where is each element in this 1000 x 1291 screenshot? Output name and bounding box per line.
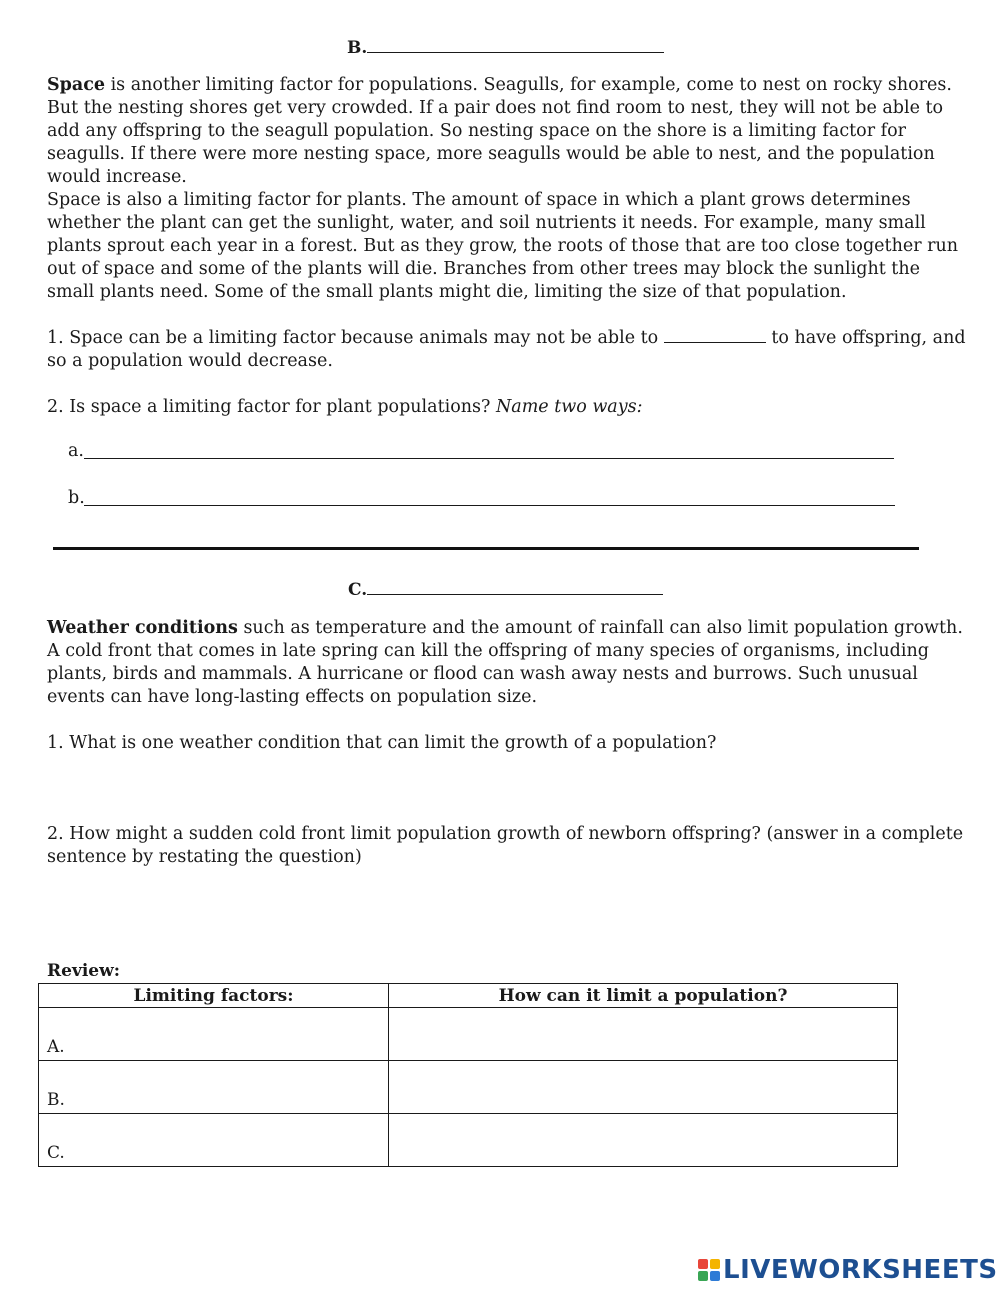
question-b1 [47,327,967,373]
question-b1-text-start: 1. Space can be a limiting factor because animals may not be able to [47,328,664,348]
review-row-b-answer[interactable] [389,1061,898,1114]
weather-paragraph-text: such as temperature and the amount of rainfall can also limit population growth. A cold front that comes in late spring can kill the offspring of many species of organisms, including plants, birds and mammals. A hurricane or flood can wash away nests and burrows. Such unusual events can have long-lasting effects on population size. [47,618,963,707]
logo-square [710,1259,720,1269]
review-row-a-answer[interactable] [389,1008,898,1061]
answer-b-label: b. [68,488,85,508]
review-title: Review: [47,961,121,981]
question-c1: 1. What is one weather condition that can limit the growth of a population? [47,733,717,753]
space-paragraph-text: is another limiting factor for populations. Seagulls, for example, come to nest on rocky shores. But the nesting shores get very crowded. If a pair does not find room to nest, they will not be able to add any offspring to the seagull population. So nesting space on the shore is a limiting factor for seagulls. If there were more nesting space, more seagulls would be able to nest, and the population would increase. [47,75,952,187]
section-c-letter: C. [348,580,368,600]
liveworksheets-logo [698,1256,998,1284]
answer-a-label: a. [68,441,84,461]
review-table [38,983,898,1167]
answer-b-line[interactable] [84,505,895,506]
plants-space-paragraph: Space is also a limiting factor for plants. The amount of space in which a plant grows determines whether the plant can get the sunlight, water, and soil nutrients it needs. For example, many small plants sprout each year in a forest. But as they grow, the roots of those that are too close together run out of space and some of the plants will die. Branches from other trees may block the sunlight the small plants need. Some of the small plants might die, limiting the size of that population. [47,190,959,302]
section-divider [53,547,919,550]
section-b-letter: B. [347,38,368,58]
review-col-limiting-factors: Limiting factors: [39,984,389,1008]
question-b1-text-end: to have offspring, and so a population would decrease. [47,328,966,371]
question-b2-text: 2. Is space a limiting factor for plant populations? [47,397,496,417]
logo-square [698,1259,708,1269]
logo-mark-icon [698,1259,720,1281]
space-paragraph [47,74,967,189]
question-b1-blank[interactable] [664,328,766,343]
answer-a-line[interactable] [84,458,894,459]
review-row-c-answer[interactable] [389,1114,898,1167]
section-c-title-blank[interactable] [367,580,663,595]
space-term: Space [47,75,106,95]
logo-square [698,1271,708,1281]
section-b-heading [347,38,664,58]
section-c-heading [348,580,663,600]
question-c2: 2. How might a sudden cold front limit population growth of newborn offspring? (answer in a complete sentence by restating the question) [47,824,964,867]
table-row [39,1061,898,1114]
weather-paragraph [47,617,967,709]
review-row-b-label: B. [39,1061,389,1114]
question-b2 [47,396,967,419]
review-row-a-label: A. [39,1008,389,1061]
weather-term: Weather conditions [47,618,238,638]
table-row [39,1114,898,1167]
table-row [39,1008,898,1061]
section-b-title-blank[interactable] [367,38,664,53]
review-row-c-label: C. [39,1114,389,1167]
review-col-how-limit: How can it limit a population? [389,984,898,1008]
logo-square [710,1271,720,1281]
review-header-row [39,984,898,1008]
question-b2-instruction: Name two ways: [495,397,643,417]
logo-text: LIVEWORKSHEETS [723,1255,998,1285]
